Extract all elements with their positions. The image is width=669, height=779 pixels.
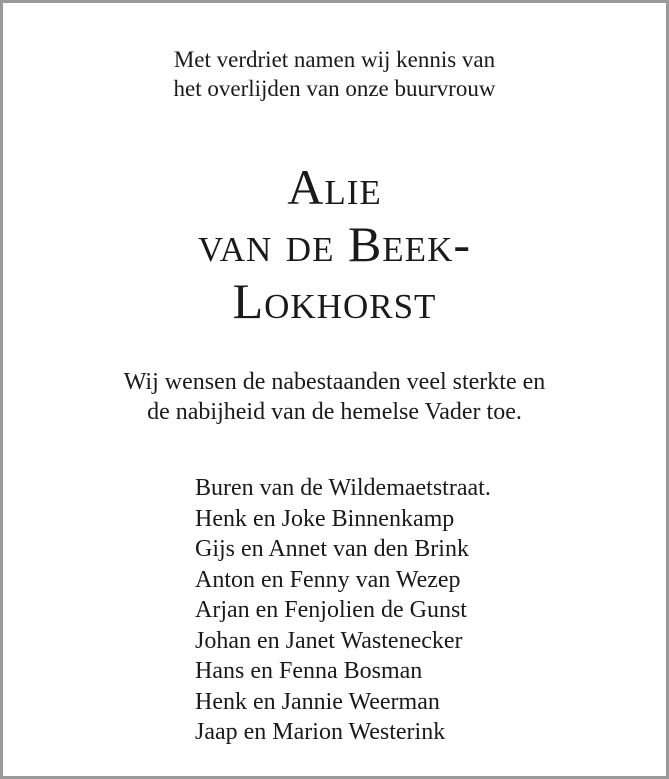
signer-line: Jaap en Marion Westerink [195,719,446,745]
signers-list [195,473,635,748]
wish-line: Wij wensen de nabestaanden veel sterkte en [123,369,546,395]
intro-line: Met verdriet namen wij kennis van [173,47,496,72]
deceased-name-line: Alie [287,159,382,215]
signer-line: Henk en Joke Binnenkamp [195,505,455,532]
signer-line: Johan en Janet Wastenecker [195,627,463,654]
signer-line: Anton en Fenny van Wezep [195,566,461,593]
deceased-name-line: Lokhorst [232,273,437,329]
deceased-name-line: van de Beek- [197,216,471,272]
deceased-name [3,159,666,330]
wish-text [3,367,666,427]
signer-line: Buren van de Wildemaetstraat. [195,475,491,501]
wish-line: de nabijheid van de hemelse Vader toe. [147,399,522,425]
intro-line: het overlijden van onze buurvrouw [173,76,496,101]
signer-line: Henk en Jannie Weerman [195,688,440,715]
intro-text [3,45,666,103]
signer-line: Hans en Fenna Bosman [195,658,423,684]
signer-line: Arjan en Fenjolien de Gunst [195,597,467,623]
signer-line: Gijs en Annet van den Brink [195,536,469,562]
